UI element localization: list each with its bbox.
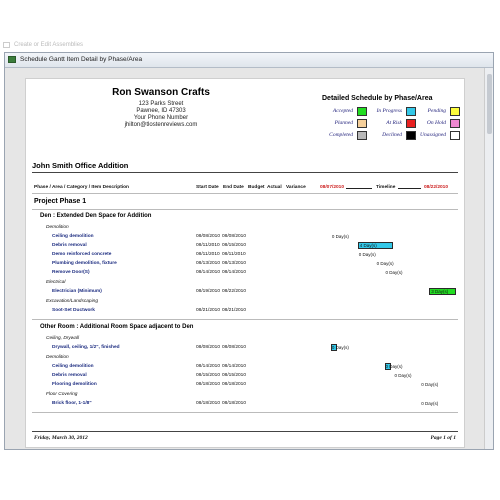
item-start-date: 08/08/2010 [196,234,221,239]
background-window-title: Create or Edit Assemblies [14,42,84,48]
col-start-date: Start Date [196,185,219,190]
phase-title: Project Phase 1 [34,198,87,205]
legend-label: Pending [427,108,446,114]
item-name: Demo reinforced concrete [52,252,112,257]
timeline-rule-left [346,188,372,189]
category-title: Electrical [46,280,66,285]
timeline-label: Timeline [376,185,396,190]
area-divider [32,412,458,413]
footer-divider [32,431,458,432]
report-preview-area[interactable] [5,68,493,449]
item-name: Ceiling demolition [52,364,94,369]
column-divider [32,193,458,194]
legend-label: Planned [334,120,353,126]
timeline-start-date: 08/07/2010 [320,185,345,190]
item-start-date: 08/08/2010 [196,345,221,350]
area-title: Other Room : Additional Room Space adjacent to Den [40,324,194,330]
item-end-date: 08/13/2010 [222,261,247,266]
item-end-date: 08/15/2010 [222,243,247,248]
col-budget: Budget [248,185,265,190]
gantt-duration: 0 Day(s) [376,261,394,266]
item-start-date: 08/15/2010 [196,373,221,378]
gantt-duration: 0 Day(s) [421,382,439,387]
item-name: Plumbing demolition, fixture [52,261,117,266]
company-city: Pawnee, ID 47303 [136,108,186,114]
item-end-date: 08/18/2010 [222,401,247,406]
item-start-date: 08/18/2010 [196,401,221,406]
item-start-date: 08/14/2010 [196,270,221,275]
legend-label: Declined [382,132,402,138]
legend-title: Detailed Schedule by Phase/Area [322,95,433,102]
report-window [4,52,494,450]
item-end-date: 08/21/2010 [222,308,247,313]
project-title: John Smith Office Addition [32,161,129,170]
gantt-duration: 0 Day(s) [331,345,349,350]
legend-item [400,107,460,117]
scrollbar-thumb[interactable] [487,74,492,134]
company-address: 123 Parks Street [138,101,184,107]
item-start-date: 08/14/2010 [196,364,221,369]
gantt-duration: 4 Day(s) [359,243,377,248]
col-item-description: Phase / Area / Category / Item Description [34,185,129,190]
window-titlebar[interactable] [5,53,493,68]
col-actual: Actual [267,185,282,190]
item-end-date: 08/14/2010 [222,270,247,275]
legend-swatch [450,131,460,140]
gantt-duration: 0 Day(s) [358,252,376,257]
item-name: Ceiling demolition [52,234,94,239]
report-page [25,78,465,448]
legend-label: At Risk [386,120,402,126]
window-title: Schedule Gantt Item Detail by Phase/Area [20,56,143,63]
gantt-duration: 0 Day(s) [421,401,439,406]
legend-label: Unassigned [420,132,446,138]
category-title: Excavation/Landscaping [46,299,99,304]
company-phone: Your Phone Number [133,115,189,121]
item-start-date: 08/11/2010 [196,243,220,248]
area-divider [32,319,458,320]
legend-label: Accepted [332,108,353,114]
item-start-date: 08/18/2010 [196,382,221,387]
item-end-date: 08/18/2010 [222,382,247,387]
legend-swatch [450,119,460,128]
category-title: Floor Covering [46,392,78,397]
item-start-date: 08/21/2010 [196,308,221,313]
header-divider [32,172,458,173]
legend-item [400,131,460,141]
item-start-date: 08/13/2010 [196,261,221,266]
vertical-scrollbar[interactable] [484,68,493,449]
item-end-date: 08/14/2010 [222,364,247,369]
gantt-duration: 0 Day(s) [385,364,403,369]
legend-label: Completed [329,132,353,138]
item-name: Drywall, ceiling, 1/2", finished [52,345,120,350]
item-start-date: 08/19/2010 [196,289,221,294]
item-name: Remove Door(S) [52,270,90,275]
background-window-tab[interactable] [0,40,130,50]
category-title: Demolition [46,355,69,360]
legend-label: In Progress [376,108,402,114]
report-icon [8,56,16,63]
item-name: Electrician (Minimum) [52,289,102,294]
item-end-date: 08/11/2010 [222,252,246,257]
gantt-duration: 0 Day(s) [385,270,403,275]
legend-swatch [450,107,460,116]
timeline-end-date: 08/22/2010 [424,185,449,190]
gantt-duration: 0 Day(s) [394,373,412,378]
item-name: Debris removal [52,373,87,378]
item-name: Brick floor, 1-1/8" [52,401,92,406]
item-end-date: 08/08/2010 [222,234,247,239]
col-variance: Variance [286,185,306,190]
item-name: Flooring demolition [52,382,97,387]
footer-page: Page 1 of 1 [430,435,456,441]
company-email: jhilton@tlostenreviews.com [124,122,198,128]
phase-divider [32,209,458,210]
timeline-rule-right [398,188,421,189]
gantt-duration: 0 Day(s) [331,234,349,239]
company-name: Ron Swanson Crafts [112,87,210,98]
item-name: Soot-Set Ductwork [52,308,95,313]
form-icon [3,42,10,48]
item-name: Debris removal [52,243,87,248]
area-title: Den : Extended Den Space for Addition [40,213,152,219]
item-end-date: 08/22/2010 [222,289,247,294]
legend-label: On Hold [426,120,446,126]
category-title: Demolition [46,225,69,230]
category-title: Ceiling, Drywall [46,336,80,341]
item-start-date: 08/11/2010 [196,252,220,257]
item-end-date: 08/08/2010 [222,345,247,350]
legend-item [400,119,460,129]
col-end-date: End Date [223,185,244,190]
gantt-duration: 3 Day(s) [431,289,449,294]
item-end-date: 08/15/2010 [222,373,247,378]
footer-date: Friday, March 30, 2012 [34,435,88,441]
